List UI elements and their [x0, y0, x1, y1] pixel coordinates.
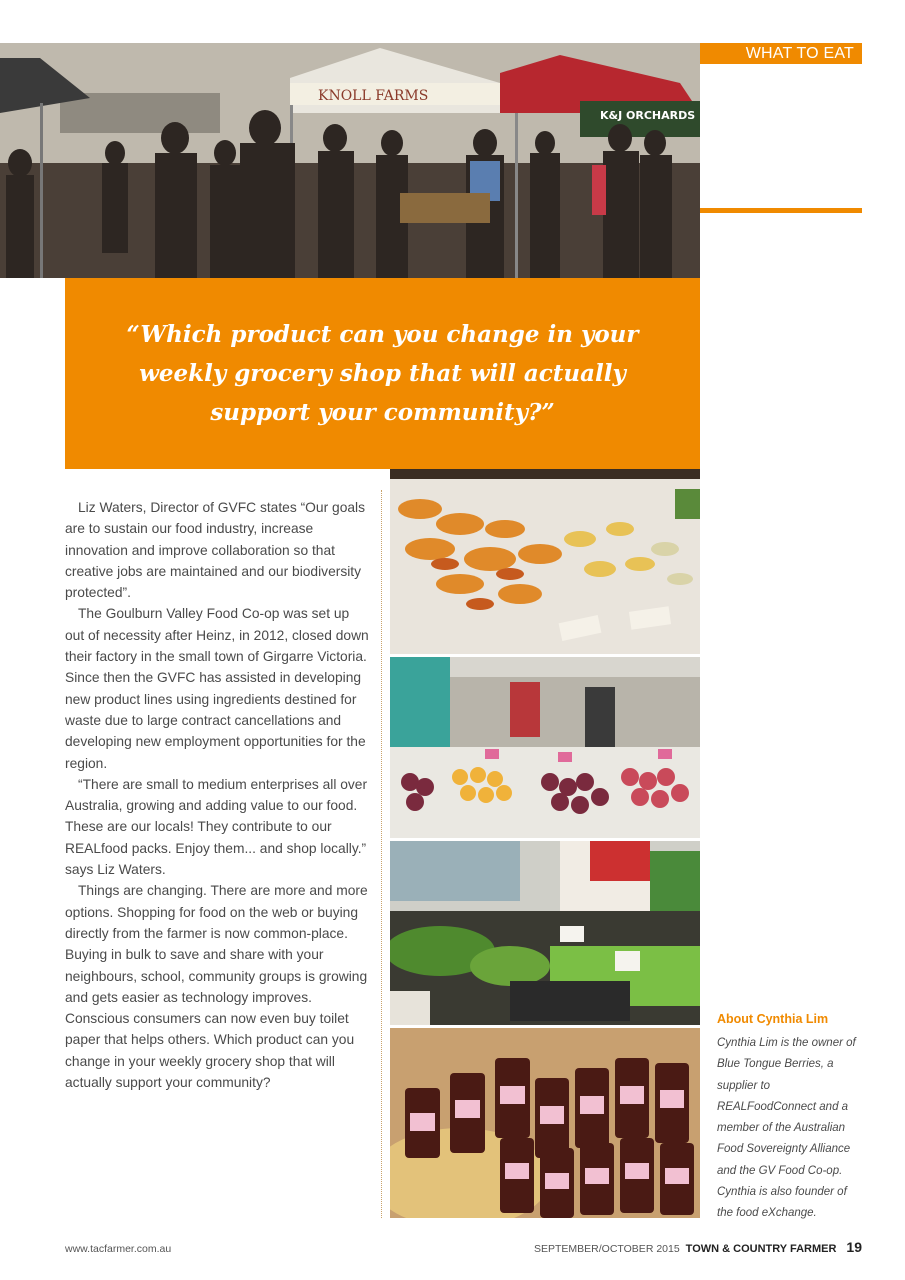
tent-sign-knoll: KNOLL FARMS	[318, 88, 429, 104]
article-paragraph: “There are small to medium enterprises all over Australia, growing and adding value to our food. These are our locals! They contribute to our REALfood packs. Enjoy them... and shop locally.” says Liz Waters.	[65, 776, 368, 878]
photo-microgreens	[390, 841, 700, 1025]
pull-quote-box	[65, 278, 700, 469]
footer-issue-date: SEPTEMBER/OCTOBER 2015	[533, 1243, 680, 1255]
market-crowd-image	[0, 43, 700, 278]
author-bio	[717, 1010, 862, 1225]
photo-fruit-stall	[390, 657, 700, 838]
article-paragraph: The Goulburn Valley Food Co-op was set up out of necessity after Heinz, in 2012, closed down their factory in the small town of Girgarre Victoria. Since then the GVFC has assisted in developing new product lines using ingredients destined for waste due to large contract cancellations and developing new employment opportunities for the region.	[65, 606, 369, 771]
tent-sign-kj: K&J ORCHARDS	[600, 109, 696, 122]
page-number: 19	[846, 1239, 862, 1255]
article-paragraph: Things are changing. There are more and more options. Shopping for food on the web or buying directly from the farmer is now common-place. Buying in bulk to save and share with your neighbours, school, community groups is growing and gets easier as technology improves. Conscious consumers can now even buy toilet paper that helps others. Which product can you change in your weekly grocery shop that will actually support your community?	[65, 883, 368, 1091]
footer-website-link[interactable]: www.tacfarmer.com.au	[65, 1243, 172, 1255]
article-body	[65, 497, 370, 1093]
photo-dried-fruit	[390, 469, 700, 654]
article-paragraph: Liz Waters, Director of GVFC states “Our goals are to sustain our food industry, increase innovation and improve collaboration so that creative jobs are maintained and our biodiversity protected”.	[65, 500, 365, 601]
section-label: WHAT TO EAT	[554, 43, 862, 64]
accent-rule	[700, 208, 862, 213]
hero-photo	[0, 43, 700, 278]
author-bio-text: Cynthia Lim is the owner of Blue Tongue Berries, a supplier to REALFoodConnect and a member of the Australian Food Sovereignty Alliance and the GV Food Co-op. Cynthia is also founder of the food eXchange.	[717, 1037, 856, 1220]
author-bio-title: About Cynthia Lim	[717, 1012, 829, 1026]
footer-folio	[534, 1239, 862, 1255]
column-divider	[381, 490, 382, 1218]
pull-quote-text: “Which product can you change in your weekly grocery shop that will actually support your community?”	[126, 321, 639, 426]
footer-magazine-title: TOWN & COUNTRY FARMER	[685, 1243, 837, 1255]
photo-preserves-jars	[390, 1028, 700, 1218]
